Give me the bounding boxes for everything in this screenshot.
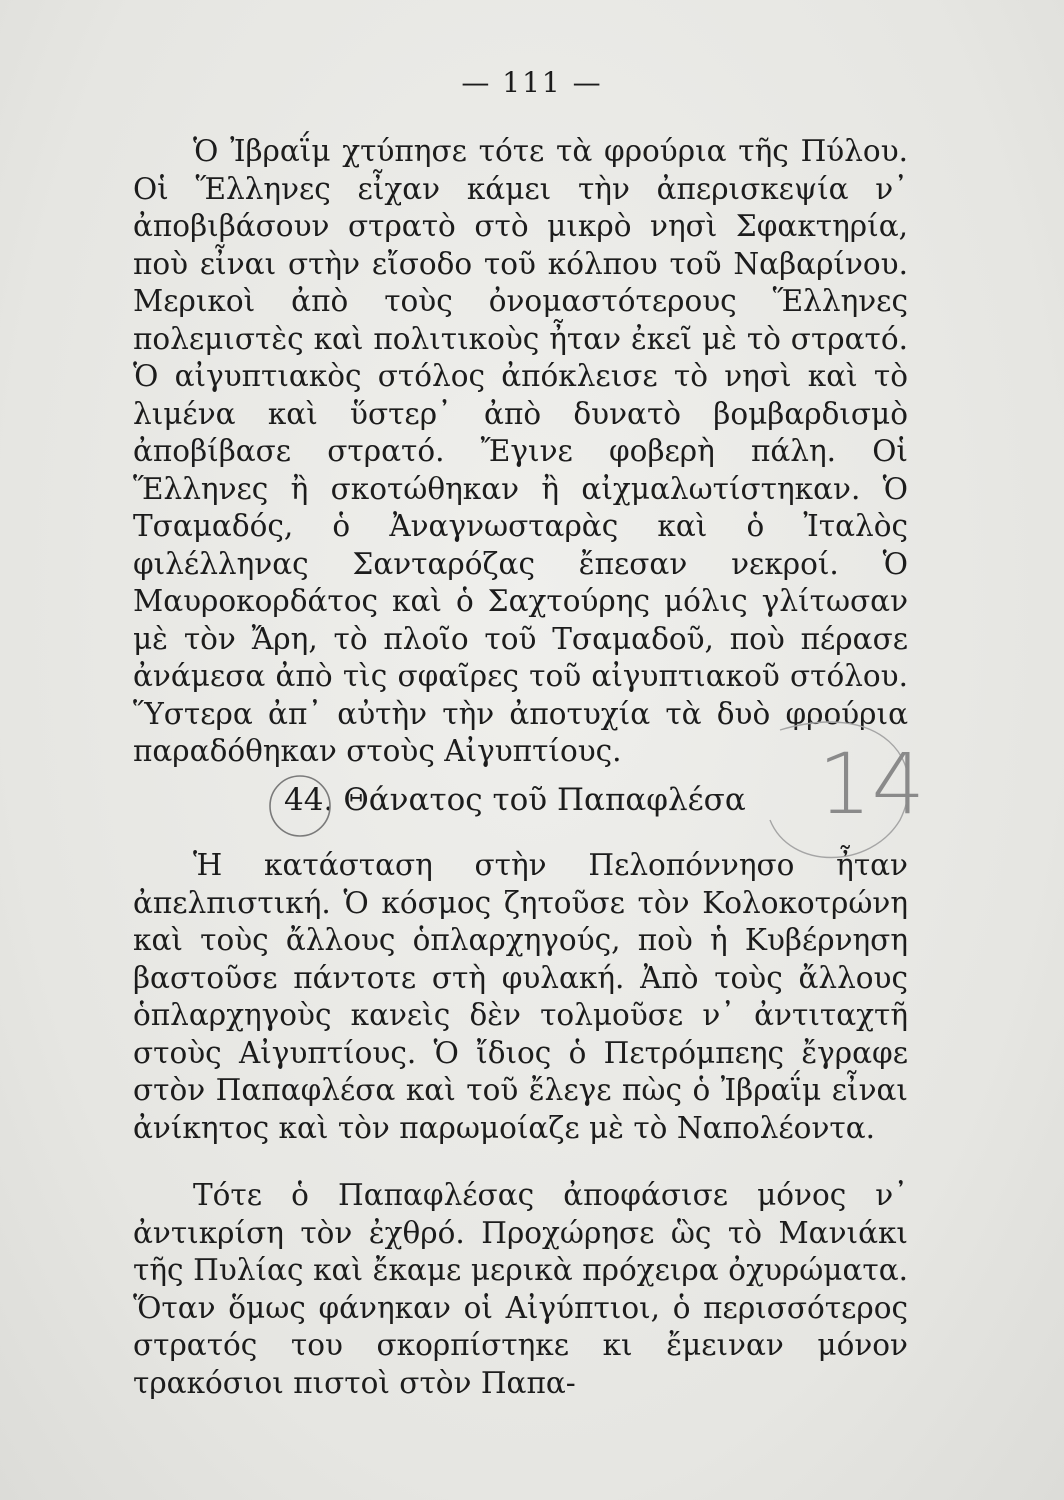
paragraph-3: Τότε ὁ Παπαφλέσας ἀποφάσισε μόνος ν᾽ ἀντικρίση τὸν ἐχθρό. Προχώρησε ὣς τὸ Μανιάκι τῆς Πυλίας καὶ ἔκαμε μερικὰ πρόχειρα ὀχυρώματα. Ὅταν ὅμως φάνηκαν οἱ Αἰγύπτιοι, ὁ περισσότερος στρατός του σκορπίστηκε κι ἔμειναν μόνον τρακόσιοι πιστοὶ στὸν Παπα- — [133, 1178, 908, 1400]
pencil-mark: 14 — [818, 735, 925, 833]
paragraph-1: Ὁ Ἰβραΐμ χτύπησε τότε τὰ φρούρια τῆς Πύλου. Οἱ Ἕλληνες εἶχαν κάμει τὴν ἀπερισκεψία ν᾽ ἀποβιβάσουν στρατὸ στὸ μικρὸ νησὶ Σφακτηρία, ποὺ εἶναι στὴν εἴσοδο τοῦ κόλπου τοῦ Ναβαρίνου. Μερικοὶ ἀπὸ τοὺς ὀνομαστότερους Ἕλληνες πολεμιστὲς καὶ πολιτικοὺς ἦταν ἐκεῖ μὲ τὸ στρατό. Ὁ αἰγυπτιακὸς στόλος ἀπόκλεισε τὸ νησὶ καὶ τὸ λιμένα καὶ ὕστερ᾽ ἀπὸ δυνατὸ βομβαρδισμὸ ἀποβίβασε στρατό. Ἔγινε φοβερὴ πάλη. Οἱ Ἕλληνες ἢ σκοτώθηκαν ἢ αἰχμαλωτίστηκαν. Ὁ Τσαμαδός, ὁ Ἀναγνωσταρὰς καὶ ὁ Ἰταλὸς φιλέλληνας Σανταρόζας ἔπεσαν νεκροί. Ὁ Μαυροκορδάτος καὶ ὁ Σαχτούρης μόλις γλίτωσαν μὲ τὸν Ἄρη, τὸ πλοῖο τοῦ Τσαμαδοῦ, ποὺ πέρασε ἀνάμεσα ἀπὸ τὶς σφαῖρες τοῦ αἰγυπτιακοῦ στόλου. Ὕστερα ἀπ᾽ αὐτὴν τὴν ἀποτυχία τὰ δυὸ φρούρια παραδόθηκαν στοὺς Αἰγυπτίους. — [133, 134, 908, 768]
paragraph-2: Ἡ κατάσταση στὴν Πελοπόννησο ἦταν ἀπελπιστική. Ὁ κόσμος ζητοῦσε τὸν Κολοκοτρώνη καὶ τοὺς ἄλλους ὁπλαρχηγούς, ποὺ ἡ Κυβέρνηση βαστοῦσε πάντοτε στὴ φυλακή. Ἀπὸ τοὺς ἄλλους ὁπλαρχηγοὺς κανεὶς δὲν τολμοῦσε ν᾽ ἀντιταχτῆ στοὺς Αἰγυπτίους. Ὁ ἴδιος ὁ Πετρόμπεης ἔγραφε στὸν Παπαφλέσα καὶ τοῦ ἔλεγε πὼς ὁ Ἰβραΐμ εἶναι ἀνίκητος καὶ τὸν παρωμοίαζε μὲ τὸ Ναπολέοντα. — [133, 848, 908, 1145]
section-number: 44. — [284, 782, 334, 818]
page-number: — 111 — — [461, 66, 603, 99]
section-title: Θάνατος τοῦ Παπαφλέσα — [343, 782, 746, 818]
